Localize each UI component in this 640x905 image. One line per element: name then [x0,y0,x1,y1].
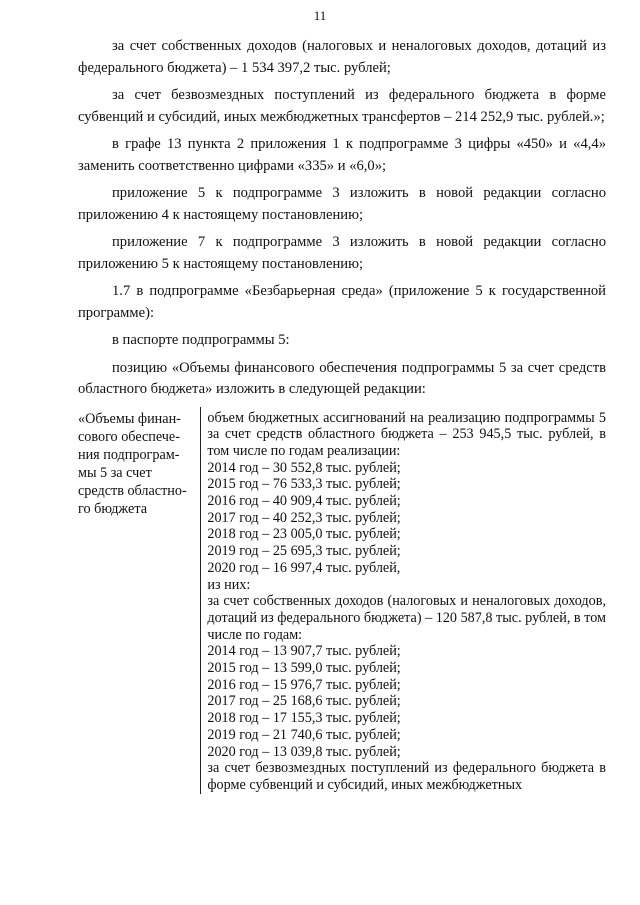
label-line: «Объемы финан- [78,410,181,427]
financing-table-value-cell [200,407,606,794]
paragraph-appendix-5: приложение 5 к подпрограмме 3 изложить в новой редакции согласно приложению 4 к настоящему постановлению; [78,185,606,223]
year-own-line: 2019 год – 21 740,6 тыс. рублей; [207,726,401,743]
paragraph-column-13-change: в графе 13 пункта 2 приложения 1 к подпрограмме 3 цифры «450» и «4,4» заменить соответственно цифрами «335» и «6,0»; [78,136,606,174]
own-income-intro: за счет собственных доходов (налоговых и неналоговых доходов, дотаций из федерального бюджета) – 120 587,8 тыс. рублей, в том числе по годам: [207,593,606,643]
federal-part-text: за счет безвозмездных поступлений из федерального бюджета в форме субвенций и субсидий, иных межбюджетных [207,760,606,793]
paragraph-passport: в паспорте подпрограммы 5: [112,332,290,348]
financing-table-label-cell [78,407,200,794]
year-own-line: 2016 год – 15 976,7 тыс. рублей; [207,676,401,693]
year-own-line: 2017 год – 25 168,6 тыс. рублей; [207,693,401,710]
year-total-line: 2016 год – 40 909,4 тыс. рублей; [207,493,401,510]
label-line: ния подпрограм- [78,446,180,463]
year-total-line: 2014 год – 30 552,8 тыс. рублей; [207,459,401,476]
paragraph-federal-transfers: за счет безвозмездных поступлений из федерального бюджета в форме субвенций и субсидий, иных межбюджетных трансфертов – 214 252,9 тыс. рублей.»; [78,87,606,125]
paragraph-own-income: за счет собственных доходов (налоговых и неналоговых доходов, дотаций из федерального бюджета) – 1 534 397,2 тыс. рублей; [78,38,606,76]
year-total-line: 2020 год – 16 997,4 тыс. рублей, [207,559,401,576]
document-body [78,36,606,794]
paragraph-appendix-7: приложение 7 к подпрограмме 3 изложить в новой редакции согласно приложению 5 к настоящему постановлению; [78,234,606,272]
label-line: средств областно- [78,482,187,499]
year-own-line: 2015 год – 13 599,0 тыс. рублей; [207,660,401,677]
of-them-label: из них: [207,576,251,593]
page-number: 11 [313,8,327,23]
year-total-line: 2019 год – 25 695,3 тыс. рублей; [207,543,401,560]
year-total-line: 2015 год – 76 533,3 тыс. рублей; [207,476,401,493]
paragraph-subprogram-1-7: 1.7 в подпрограмме «Безбарьерная среда» (приложение 5 к государственной программе): [78,283,606,321]
year-own-line: 2018 год – 17 155,3 тыс. рублей; [207,710,401,727]
paragraph-position-edit: позицию «Объемы финансового обеспечения подпрограммы 5 за счет средств областного бюджета» изложить в следующей редакции: [78,359,606,397]
total-budget-intro: объем бюджетных ассигнований на реализацию подпрограммы 5 за счет средств областного бюджета – 253 945,5 тыс. рублей, в том числе по годам реализации: [207,409,606,459]
year-own-line: 2020 год – 13 039,8 тыс. рублей; [207,743,401,760]
year-total-line: 2017 год – 40 252,3 тыс. рублей; [207,509,401,526]
year-own-line: 2014 год – 13 907,7 тыс. рублей; [207,643,401,660]
label-line: го бюджета [78,500,148,517]
year-total-line: 2018 год – 23 005,0 тыс. рублей; [207,526,401,543]
label-line: мы 5 за счет [78,464,152,481]
label-line: сового обеспече- [78,428,180,445]
financing-table [78,407,606,794]
